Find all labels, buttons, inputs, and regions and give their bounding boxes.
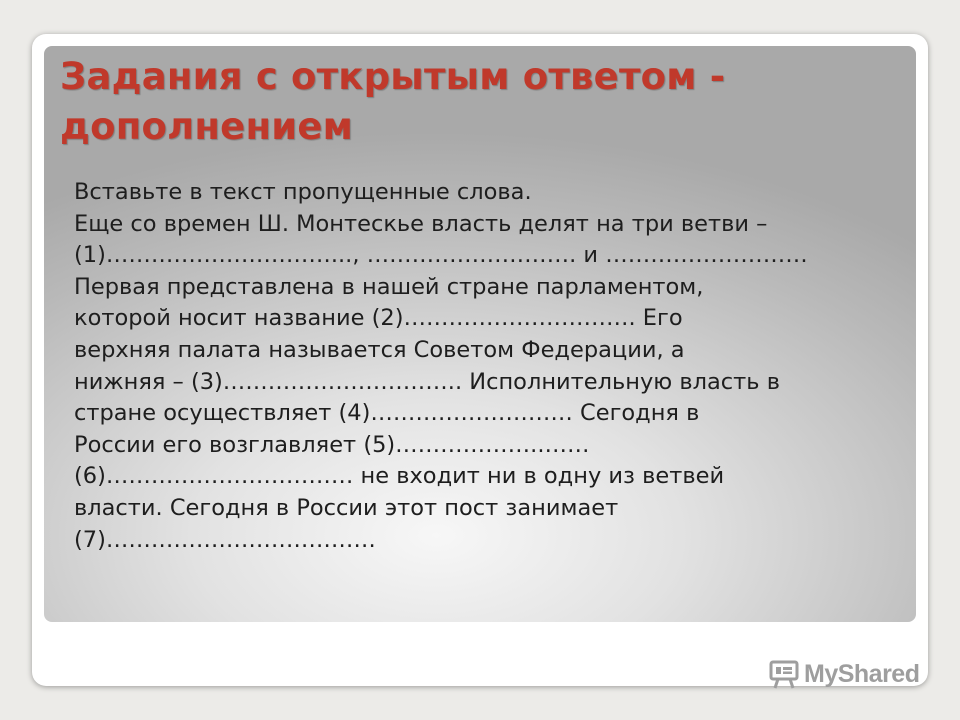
body-line: стране осуществляет (4)……………………… Сегодня в (74, 400, 700, 427)
slide-title (60, 52, 900, 152)
watermark-text: MyShared (804, 659, 920, 688)
slide (44, 46, 916, 622)
body-line: Еще со времен Ш. Монтескье власть делят на три ветви – (74, 210, 768, 237)
body-line: верхняя палата называется Советом Федерации, а (74, 336, 685, 363)
body-line: нижняя – (3)………………………….. Исполнительную власть в (74, 368, 780, 395)
body-line: (1)…………………………..., ………………………. и ……………………… (74, 242, 808, 269)
title-line: дополнением (60, 105, 354, 148)
myshared-watermark (768, 656, 919, 692)
body-line: (6)…………………………… не входит ни в одну из ветвей (74, 463, 725, 490)
body-line: Первая представлена в нашей стране парламентом, (74, 273, 704, 300)
body-line: России его возглавляет (5)………………..…… (74, 431, 590, 458)
presentation-board-icon (768, 658, 800, 690)
body-line: которой носит название (2)…………………………. Его (74, 305, 683, 332)
body-line: Вставьте в текст пропущенные слова. (74, 179, 532, 205)
body-line: (7)……………………………… (74, 526, 376, 553)
body-line: власти. Сегодня в России этот пост занимает (74, 494, 619, 521)
title-line: Задания с открытым ответом - (60, 55, 726, 98)
slide-body-text (74, 177, 904, 556)
